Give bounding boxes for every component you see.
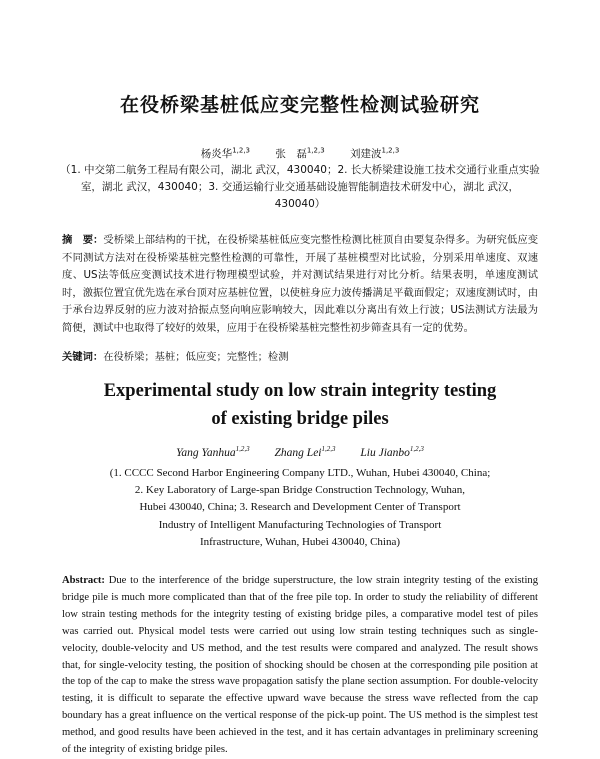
cn-abstract-label: 摘 要： <box>62 234 104 246</box>
en-author-affil-mark: 1,2,3 <box>321 445 336 454</box>
en-affiliation <box>58 465 542 551</box>
cn-keywords-text: 在役桥梁；基桩；低应变；完整性；检测 <box>103 351 289 363</box>
cn-author-affil-mark: 1,2,3 <box>232 146 250 155</box>
en-title <box>0 377 600 433</box>
en-affiliation-line: 2. Key Laboratory of Large-span Bridge Construction Technology, Wuhan, <box>134 484 466 497</box>
en-author-name: Yang Yanhua <box>176 447 236 459</box>
en-affiliation-line: Hubei 430040, China; 3. Research and Development Center of Transport <box>139 501 461 514</box>
cn-author-name: 张 磊 <box>275 148 307 160</box>
cn-abstract <box>62 232 538 338</box>
en-author-affil-mark: 1,2,3 <box>409 445 424 454</box>
en-affiliation-line: Industry of Intelligent Manufacturing Technologies of Transport <box>158 518 442 531</box>
en-author-name: Liu Jianbo <box>360 447 410 459</box>
cn-title: 在役桥梁基桩低应变完整性检测试验研究 <box>119 94 480 116</box>
en-authors <box>0 447 600 459</box>
en-title-line: of existing bridge piles <box>211 409 389 429</box>
cn-author-affil-mark: 1,2,3 <box>381 146 400 155</box>
en-abstract <box>62 573 538 759</box>
en-author-name: Zhang Lei <box>274 447 322 459</box>
en-abstract-label: Abstract: <box>62 575 105 586</box>
cn-keywords <box>62 348 538 363</box>
en-title-line: Experimental study on low strain integrity testing <box>103 381 497 401</box>
cn-author-affil-mark: 1,2,3 <box>306 146 325 155</box>
cn-affiliation: （1. 中交第二航务工程局有限公司，湖北 武汉，430040；2. 长大桥梁建设施工技术交通行业重点实验室，湖北 武汉，430040；3. 交通运输行业交通基础设施智能制造技术研发中心，湖北 武汉，430040） <box>60 164 540 210</box>
cn-author-name: 刘建波 <box>350 148 382 160</box>
cn-author-name: 杨炎华 <box>200 148 233 160</box>
en-affiliation-line: Infrastructure, Wuhan, Hubei 430040, China) <box>199 535 401 548</box>
cn-keywords-label: 关键词： <box>62 351 104 363</box>
cn-authors <box>0 146 600 161</box>
cn-abstract-text: 受桥梁上部结构的干扰，在役桥梁基桩低应变完整性检测比桩顶自由要复杂得多。为研究低应变不同测试方法对在役桥梁基桩完整性检测的可靠性，开展了基桩模型对比试验，分别采用单速度、双速度、US法等低应变测试技术进行物理模型试验，并对测试结果进行对比分析。结果表明，单速度测试时，激振位置宜优先选在承台顶对应基桩位置，以使桩身应力波传播满足平截面假定；双速度测试时，由于承台边界反射的应力波对拾振点竖向响应影响较大，因此难以分离出有效上行波；US法测试方法最为简便，测试中也取得了较好的效果，应用于在役桥梁基桩完整性初步筛查具有一定的优势。 <box>62 234 539 334</box>
en-author-affil-mark: 1,2,3 <box>235 445 250 454</box>
en-abstract-text: Due to the interference of the bridge superstructure, the low strain integrity testing of the existing bridge pile is much more complicated than that of the free pile top. In order to study the reliability of different low strain testing methods for the integrity testing of existing bridge piles, a comparative model test of piles was carried out. Physical model tests were carried out using low strain testing techniques such as single-velocity, double-velocity and US method, and the test results were compared and analyzed. The result shows that, for single-velocity testing, the position of shocking should be chosen at the corresponding pile position at the top of the cap to make the stress wave propagation satisfy the plane section assumption. For double-velocity testing, it is difficult to separate the effective upward wave because the stress wave reflected from the cap boundary has a great influence on the vertical response of the pick-up point. The US method is the simplest test method, and good results have been achieved in the test, and it has certain advantages in preliminary screening of the integrity of existing bridge piles. <box>62 575 538 756</box>
en-affiliation-line: (1. CCCC Second Harbor Engineering Company LTD., Wuhan, Hubei 430040, China; <box>109 467 491 479</box>
